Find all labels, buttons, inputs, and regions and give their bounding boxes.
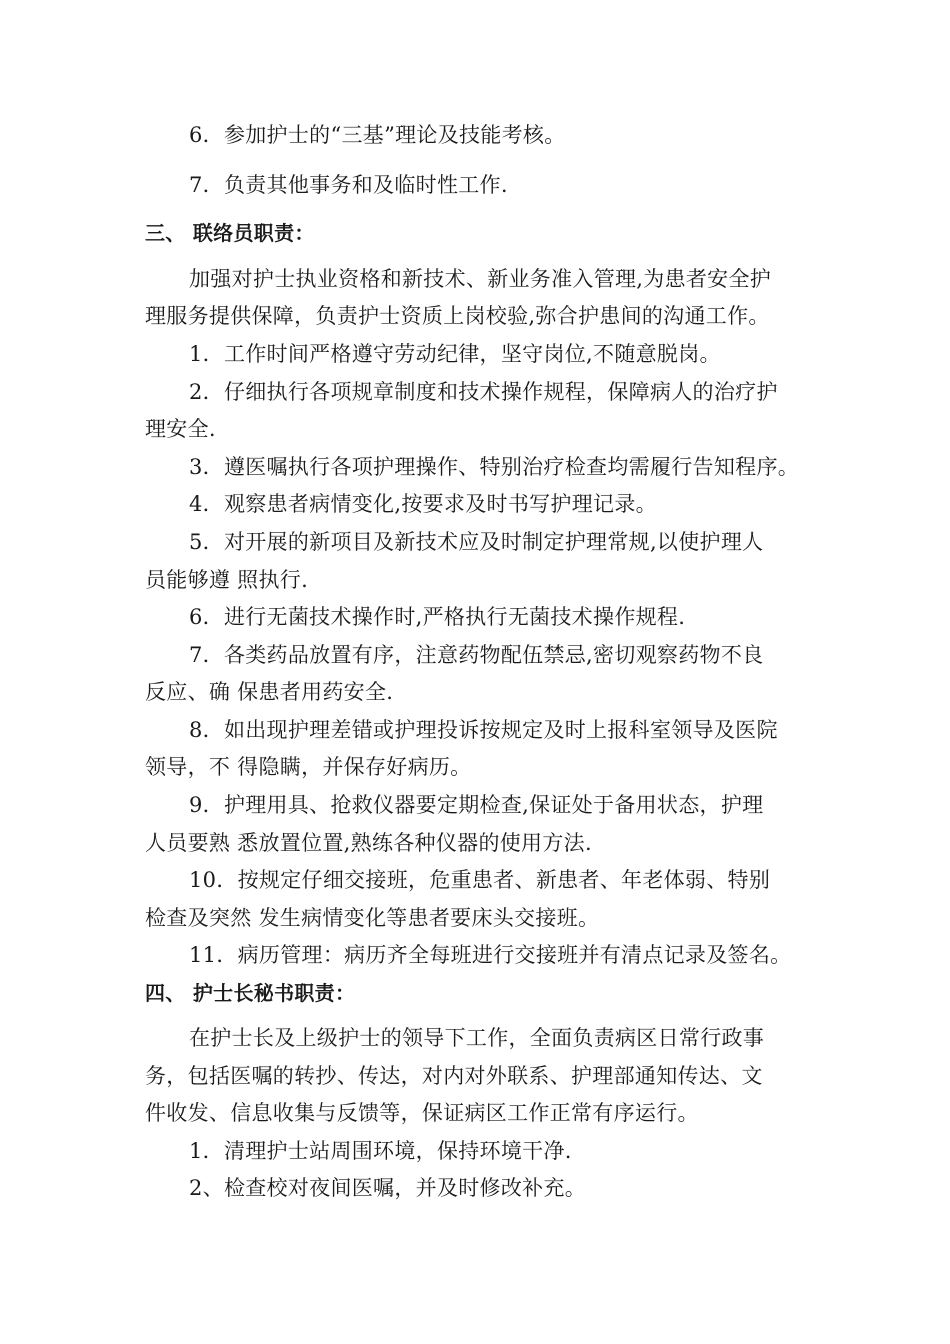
paragraph-line: 务，包括医嘱的转抄、传达，对内对外联系、护理部通知传达、文 (145, 1064, 763, 1088)
paragraph-line: 6．参加护士的“三基”理论及技能考核。 (189, 123, 566, 147)
paragraph-line: 11．病历管理：病历齐全每班进行交接班并有清点记录及签名。 (189, 943, 792, 967)
paragraph-line: 7．各类药品放置有序，注意药物配伍禁忌,密切观察药物不良 (189, 643, 764, 667)
paragraph-line: 5．对开展的新项目及新技术应及时制定护理常规,以使护理人 (189, 530, 764, 554)
paragraph-line: 7．负责其他事务和及临时性工作. (189, 173, 508, 197)
paragraph-line: 反应、确 保患者用药安全. (145, 680, 394, 704)
section-heading: 三、 联络员职责： (145, 221, 315, 245)
paragraph-line: 6．进行无菌技术操作时,严格执行无菌技术操作规程. (189, 605, 686, 629)
paragraph-line: 件收发、信息收集与反馈等，保证病区工作正常有序运行。 (145, 1101, 699, 1125)
paragraph-line: 10．按规定仔细交接班，危重患者、新患者、年老体弱、特别 (189, 868, 771, 892)
paragraph-line: 人员要熟 悉放置位置,熟练各种仪器的使用方法. (145, 831, 592, 855)
paragraph-line: 理安全. (145, 417, 216, 441)
paragraph-line: 2．仔细执行各项规章制度和技术操作规程，保障病人的治疗护 (189, 380, 778, 404)
paragraph-line: 领导，不 得隐瞒，并保存好病历。 (145, 755, 472, 779)
paragraph-line: 检查及突然 发生病情变化等患者要床头交接班。 (145, 906, 600, 930)
paragraph-line: 2、检查校对夜间医嘱，并及时修改补充。 (189, 1176, 587, 1200)
paragraph-line: 1．清理护士站周围环境，保持环境干净. (189, 1139, 572, 1163)
paragraph-line: 在护士长及上级护士的领导下工作，全面负责病区日常行政事 (189, 1026, 765, 1050)
paragraph-line: 4．观察患者病情变化,按要求及时书写护理记录。 (189, 492, 657, 516)
paragraph-line: 员能够遵 照执行. (145, 568, 309, 592)
paragraph-line: 1．工作时间严格遵守劳动纪律，坚守岗位,不随意脱岗。 (189, 342, 721, 366)
paragraph-line: 9．护理用具、抢救仪器要定期检查,保证处于备用状态，护理 (189, 793, 764, 817)
paragraph-line: 3．遵医嘱执行各项护理操作、特别治疗检查均需履行告知程序。 (189, 455, 800, 479)
paragraph-line: 理服务提供保障，负责护士资质上岗校验,弥合护患间的沟通工作。 (145, 304, 770, 328)
paragraph-line: 8．如出现护理差错或护理投诉按规定及时上报科室领导及医院 (189, 718, 778, 742)
section-heading: 四、 护士长秘书职责： (145, 981, 356, 1005)
paragraph-line: 加强对护士执业资格和新技术、新业务准入管理,为患者安全护 (189, 267, 772, 291)
